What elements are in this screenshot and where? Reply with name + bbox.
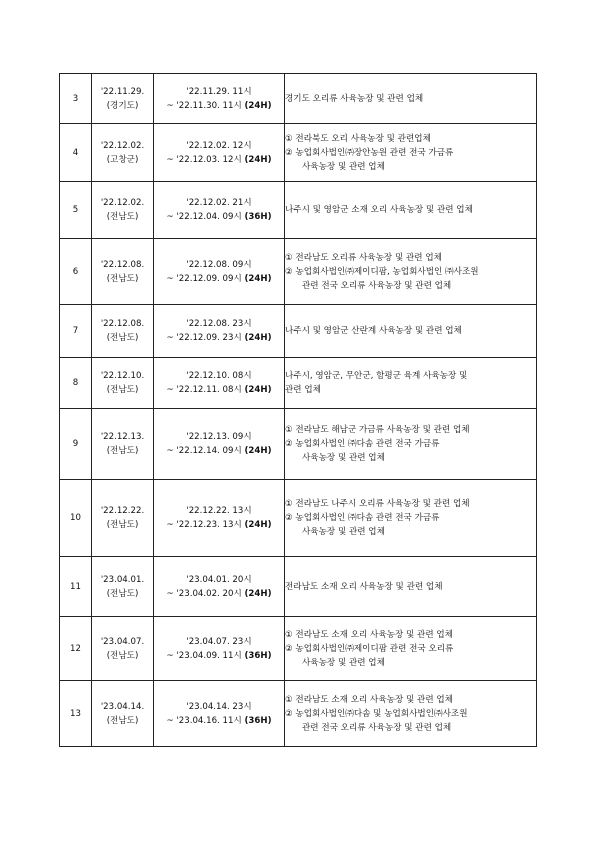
target-line: ① 전라남도 해남군 가금류 사육농장 및 관련 업체 <box>285 425 470 435</box>
occurrence-date: '22.11.29. <box>100 86 145 97</box>
period-end-line <box>154 153 284 167</box>
period-end-line <box>154 272 284 286</box>
target-line: ② 농업회사법인 ㈜다솜 관련 전국 가금류 <box>285 513 440 523</box>
target-line: 나주시 및 영암군 소재 오리 사육농장 및 관련 업체 <box>285 205 473 215</box>
target-line: 전라남도 소재 오리 사육농장 및 관련 업체 <box>285 581 443 592</box>
occurrence-date: '23.04.07. <box>100 636 145 647</box>
period-duration: (36H) <box>244 650 272 661</box>
occurrence-date: '22.12.13. <box>100 432 145 442</box>
target-cell <box>285 182 537 239</box>
target-cell <box>285 74 537 124</box>
occurrence-cell <box>92 358 154 409</box>
standstill-period-cell <box>154 681 285 747</box>
period-end: ~ '23.04.16. 11시 <box>166 715 242 726</box>
occurrence-region: (전남도) <box>106 273 139 284</box>
period-end: ~ '22.12.03. 12시 <box>166 154 242 165</box>
occurrence-region: (전남도) <box>106 650 139 661</box>
period-end-line <box>154 714 284 728</box>
target-line: ① 전라북도 오리 사육농장 및 관련업체 <box>285 133 431 144</box>
target-cell <box>285 617 537 681</box>
row-number: 6 <box>60 239 92 305</box>
period-duration: (24H) <box>244 446 272 456</box>
row-number: 3 <box>60 74 92 124</box>
table-row <box>60 681 537 747</box>
occurrence-cell <box>92 681 154 747</box>
row-number: 4 <box>60 124 92 182</box>
standstill-period-cell <box>154 358 285 409</box>
period-start: '23.04.07. 23시 <box>186 636 252 647</box>
standstill-period-cell <box>154 74 285 124</box>
standstill-period-cell <box>154 617 285 681</box>
table-row <box>60 305 537 358</box>
period-start: '22.12.08. 23시 <box>186 319 252 329</box>
occurrence-region: (전남도) <box>106 715 139 726</box>
occurrence-date: '22.12.08. <box>100 259 145 270</box>
occurrence-cell <box>92 239 154 305</box>
period-start: '22.12.08. 09시 <box>186 259 252 270</box>
table-row <box>60 124 537 182</box>
period-end-line <box>154 518 284 532</box>
target-line: ② 농업회사법인㈜제이디팜 관련 전국 오리류 <box>285 643 454 654</box>
period-start: '22.12.10. 08시 <box>186 371 252 381</box>
period-end: ~ '22.12.14. 09시 <box>166 446 242 456</box>
period-end-line <box>154 587 284 601</box>
target-line: 관련 전국 오리류 사육농장 및 관련 업체 <box>302 722 452 733</box>
occurrence-date: '23.04.14. <box>100 701 145 712</box>
target-line: 사육농장 및 관련 업체 <box>302 453 385 463</box>
period-start: '22.12.22. 13시 <box>186 506 252 516</box>
occurrence-date: '23.04.01. <box>100 574 145 585</box>
occurrence-cell <box>92 409 154 480</box>
period-end-line <box>154 383 284 397</box>
period-start: '22.12.13. 09시 <box>186 432 252 442</box>
period-end: ~ '22.12.11. 08시 <box>166 385 242 395</box>
target-line: ② 농업회사법인 ㈜다솜 관련 전국 가금류 <box>285 439 440 449</box>
table-row <box>60 480 537 557</box>
standstill-order-table <box>59 73 537 747</box>
occurrence-cell <box>92 305 154 358</box>
target-cell <box>285 239 537 305</box>
target-line: ② 농업회사법인㈜장안농원 관련 전국 가금류 <box>285 147 454 158</box>
standstill-period-cell <box>154 182 285 239</box>
standstill-period-cell <box>154 480 285 557</box>
target-line: 관련 업체 <box>285 385 321 395</box>
occurrence-date: '22.12.02. <box>100 198 145 208</box>
occurrence-cell <box>92 182 154 239</box>
target-line: ② 농업회사법인㈜제이디팜, 농업회사법인 ㈜사조원 <box>285 266 479 277</box>
period-end-line <box>154 210 284 224</box>
standstill-period-cell <box>154 557 285 617</box>
table-row <box>60 239 537 305</box>
occurrence-cell <box>92 557 154 617</box>
period-end: ~ '22.12.23. 13시 <box>166 520 242 530</box>
target-cell <box>285 480 537 557</box>
target-cell <box>285 409 537 480</box>
period-end: ~ '23.04.09. 11시 <box>166 650 242 661</box>
occurrence-region: (전남도) <box>106 446 139 456</box>
target-cell <box>285 124 537 182</box>
table-row <box>60 74 537 124</box>
target-cell <box>285 557 537 617</box>
occurrence-date: '22.12.22. <box>100 506 145 516</box>
standstill-period-cell <box>154 409 285 480</box>
row-number: 12 <box>60 617 92 681</box>
period-end: ~ '22.12.09. 23시 <box>166 333 242 343</box>
period-duration: (24H) <box>244 100 272 111</box>
period-start: '22.12.02. 21시 <box>186 198 252 208</box>
row-number: 5 <box>60 182 92 239</box>
period-duration: (24H) <box>244 333 272 343</box>
table-row <box>60 617 537 681</box>
row-number: 13 <box>60 681 92 747</box>
occurrence-region: (고창군) <box>106 154 139 165</box>
table-body <box>60 74 537 747</box>
period-end: ~ '22.12.09. 09시 <box>166 273 242 284</box>
occurrence-region: (전남도) <box>106 588 139 599</box>
target-line: ① 전라남도 소재 오리 사육농장 및 관련 업체 <box>285 629 453 640</box>
occurrence-date: '22.12.08. <box>100 319 145 329</box>
target-line: 사육농장 및 관련 업체 <box>302 161 385 172</box>
row-number: 11 <box>60 557 92 617</box>
occurrence-date: '22.12.02. <box>100 140 145 151</box>
period-duration: (24H) <box>244 588 272 599</box>
target-line: ② 농업회사법인㈜다솜 및 농업회사법인㈜사조원 <box>285 708 468 719</box>
period-end-line <box>154 444 284 458</box>
target-cell <box>285 358 537 409</box>
table-row <box>60 358 537 409</box>
period-duration: (24H) <box>244 520 272 530</box>
occurrence-region: (경기도) <box>106 100 139 111</box>
period-duration: (24H) <box>244 385 272 395</box>
period-end: ~ '23.04.02. 20시 <box>166 588 242 599</box>
period-start: '23.04.01. 20시 <box>186 574 252 585</box>
target-line: ① 전라남도 소재 오리 사육농장 및 관련 업체 <box>285 694 453 705</box>
table-row <box>60 409 537 480</box>
occurrence-region: (전남도) <box>106 212 139 222</box>
period-end: ~ '22.12.04. 09시 <box>166 212 242 222</box>
target-line: 나주시 및 영암군 산란계 사육농장 및 관련 업체 <box>285 326 462 336</box>
occurrence-cell <box>92 74 154 124</box>
row-number: 10 <box>60 480 92 557</box>
target-cell <box>285 681 537 747</box>
standstill-period-cell <box>154 239 285 305</box>
occurrence-date: '22.12.10. <box>100 371 145 381</box>
occurrence-region: (전남도) <box>106 520 139 530</box>
table-row <box>60 182 537 239</box>
target-line: ① 전라남도 오리류 사육농장 및 관련 업체 <box>285 252 442 263</box>
target-line: 나주시, 영암군, 무안군, 함평군 육계 사육농장 및 <box>285 371 468 381</box>
period-start: '23.04.14. 23시 <box>186 701 252 712</box>
occurrence-region: (전남도) <box>106 333 139 343</box>
target-cell <box>285 305 537 358</box>
period-end-line <box>154 99 284 113</box>
row-number: 7 <box>60 305 92 358</box>
period-duration: (36H) <box>244 212 272 222</box>
target-line: 관련 전국 오리류 사육농장 및 관련 업체 <box>302 280 452 291</box>
period-duration: (24H) <box>244 154 272 165</box>
occurrence-region: (전남도) <box>106 385 139 395</box>
row-number: 8 <box>60 358 92 409</box>
table-row <box>60 557 537 617</box>
period-end-line <box>154 649 284 663</box>
period-end-line <box>154 331 284 345</box>
occurrence-cell <box>92 124 154 182</box>
target-line: 경기도 오리류 사육농장 및 관련 업체 <box>285 93 424 104</box>
row-number: 9 <box>60 409 92 480</box>
target-line: ① 전라남도 나주시 오리류 사육농장 및 관련 업체 <box>285 499 470 509</box>
target-line: 사육농장 및 관련 업체 <box>302 527 385 537</box>
standstill-period-cell <box>154 305 285 358</box>
period-start: '22.12.02. 12시 <box>186 140 252 151</box>
occurrence-cell <box>92 480 154 557</box>
period-end: ~ '22.11.30. 11시 <box>166 100 242 111</box>
period-duration: (24H) <box>244 273 272 284</box>
period-start: '22.11.29. 11시 <box>186 86 252 97</box>
standstill-period-cell <box>154 124 285 182</box>
occurrence-cell <box>92 617 154 681</box>
target-line: 사육농장 및 관련 업체 <box>302 657 385 668</box>
period-duration: (36H) <box>244 715 272 726</box>
